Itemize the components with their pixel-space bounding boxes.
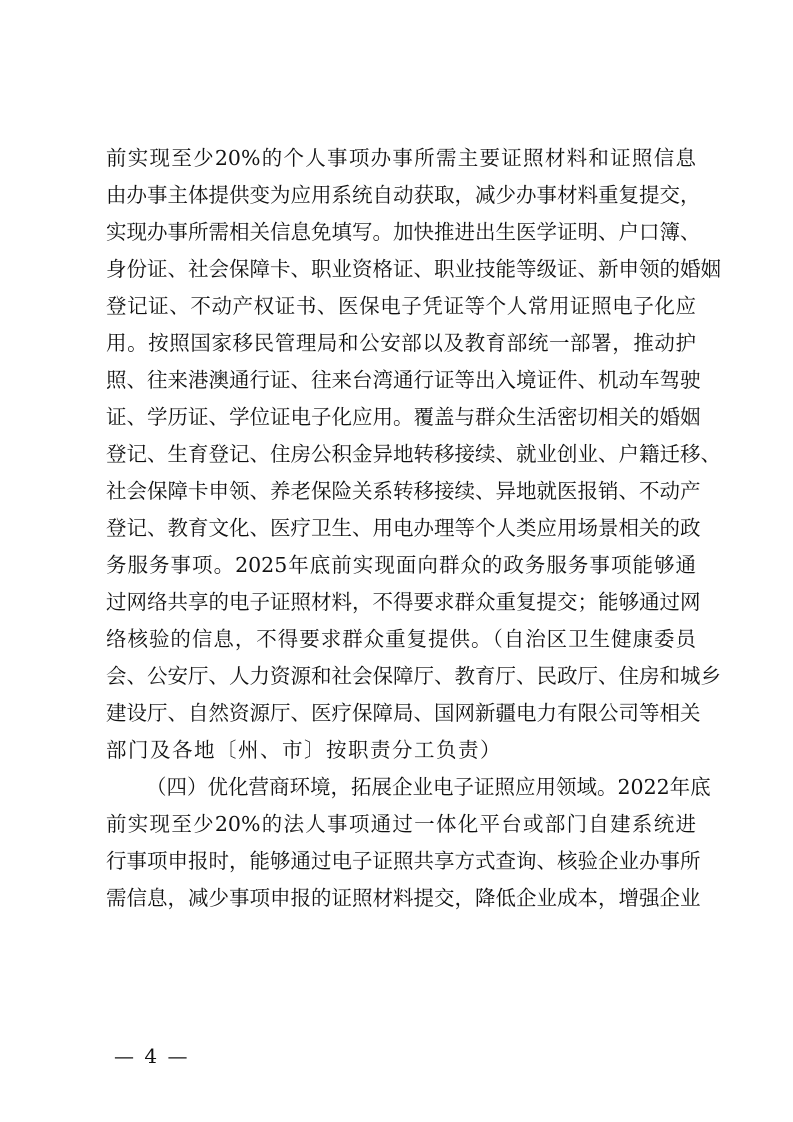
paragraph-line: 会、公安厅、人力资源和社会保障厅、教育厅、民政厅、住房和城乡: [106, 664, 721, 688]
paragraph-line: 前实现至少20%的法人事项通过一体化平台或部门自建系统进: [106, 812, 696, 836]
paragraph-line: 由办事主体提供变为应用系统自动获取，减少办事材料重复提交，: [106, 183, 701, 207]
paragraph-line-last: 部门及各地〔州、市〕按职责分工负责）: [106, 738, 502, 762]
paragraph-line: 用。按照国家移民管理局和公安部以及教育部统一部署，推动护: [106, 331, 696, 355]
paragraph-line: 身份证、社会保障卡、职业资格证、职业技能等级证、新申领的婚姻: [106, 257, 721, 281]
paragraph-line: 实现办事所需相关信息免填写。加快推进出生医学证明、户口簿、: [106, 220, 701, 244]
section-heading-line: （四）优化营商环境，拓展企业电子证照应用领域。2022年底: [146, 775, 711, 799]
paragraph-line: 络核验的信息，不得要求群众重复提供。（自治区卫生健康委员: [106, 627, 696, 651]
page-number: — 4 —: [114, 1044, 190, 1068]
paragraph-line: 登记、教育文化、医疗卫生、用电办理等个人类应用场景相关的政: [106, 516, 701, 540]
paragraph-line: 建设厅、自然资源厅、医疗保障局、国网新疆电力有限公司等相关: [106, 701, 701, 725]
paragraph-line: 登记、生育登记、住房公积金异地转移接续、就业创业、户籍迁移、: [106, 442, 721, 466]
paragraph-line: 前实现至少20%的个人事项办事所需主要证照材料和证照信息: [106, 146, 696, 170]
paragraph-line: 证、学历证、学位证电子化应用。覆盖与群众生活密切相关的婚姻: [106, 405, 701, 429]
paragraph-line: 需信息，减少事项申报的证照材料提交，降低企业成本，增强企业: [106, 886, 701, 910]
paragraph-line: 过网络共享的电子证照材料，不得要求群众重复提交；能够通过网: [106, 590, 701, 614]
paragraph-line: 登记证、不动产权证书、医保电子凭证等个人常用证照电子化应: [106, 294, 696, 318]
paragraph-line: 照、往来港澳通行证、往来台湾通行证等出入境证件、机动车驾驶: [106, 368, 701, 392]
paragraph-line: 行事项申报时，能够通过电子证照共享方式查询、核验企业办事所: [106, 849, 701, 873]
paragraph-line: 社会保障卡申领、养老保险关系转移接续、异地就医报销、不动产: [106, 479, 701, 503]
paragraph-line: 务服务事项。2025年底前实现面向群众的政务服务事项能够通: [106, 553, 696, 577]
